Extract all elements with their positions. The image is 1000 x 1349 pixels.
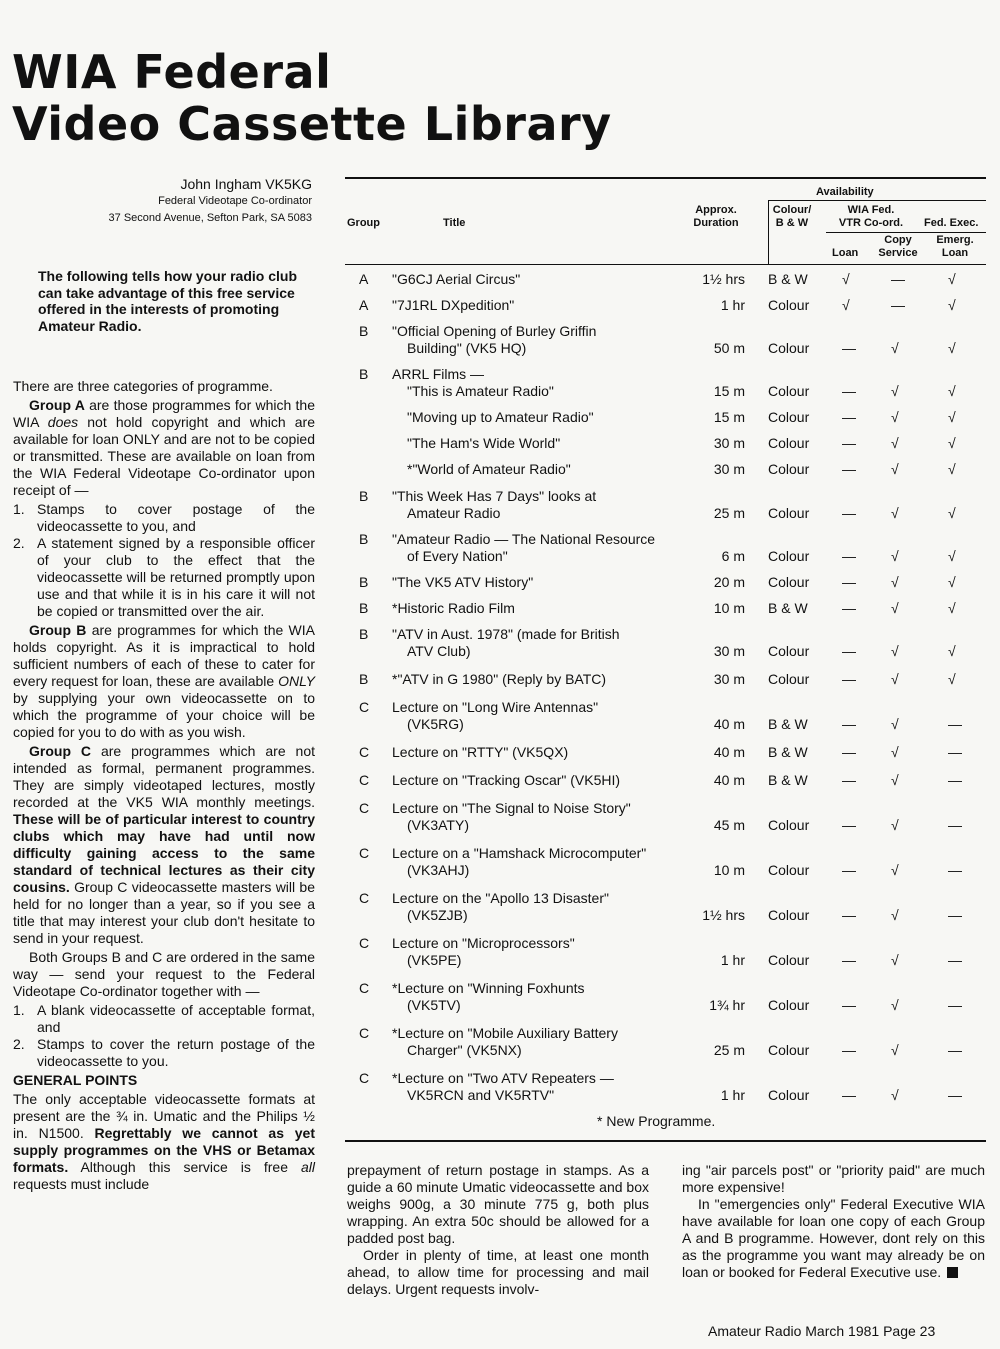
- header-format: Colour/ B & W: [772, 204, 812, 229]
- end-mark-icon: [947, 1267, 958, 1278]
- table-header-rule: [345, 264, 986, 265]
- table-row: "Moving up to Amateur Radio" 15 m Colour — √ √: [407, 409, 956, 425]
- group-a-paragraph: Group A are those programmes for which the WIA does not hold copyright and which are available for loan ONLY and are not to be copied or transmitted. These are available on loan from the WIA Federal Videotape Co-ordinator upon receipt of —: [13, 397, 315, 498]
- table-row: C Lecture on a "Hamshack Microcomputer" (VK3AHJ) 10 m Colour — √ —: [359, 845, 962, 878]
- table-row: B "Amateur Radio — The National Resource of Every Nation" 6 m Colour — √ √: [359, 531, 956, 564]
- header-copy-service: Copy Service: [878, 234, 918, 259]
- list-item: 1. A blank videocassette of acceptable format, and: [13, 1002, 315, 1035]
- table-row: A "G6CJ Aerial Circus" 1½ hrs B & W √ — √: [359, 271, 956, 287]
- header-group: Group: [347, 217, 380, 229]
- table-row: C *Lecture on "Winning Foxhunts (VK5TV) 1¾ hr Colour — √ —: [359, 980, 962, 1013]
- table-row: *"World of Amateur Radio" 30 m Colour — √ √: [407, 461, 956, 477]
- groups-bc-list: [13, 1002, 315, 1070]
- table-row: C *Lecture on "Two ATV Repeaters — VK5RCN and VK5RTV" 1 hr Colour — √ —: [359, 1070, 962, 1103]
- header-fed-exec: Fed. Exec.: [924, 217, 979, 229]
- author-role: Federal Videotape Co-ordinator: [158, 195, 312, 207]
- author-name: John Ingham VK5KG: [180, 176, 312, 192]
- availability-rule: [768, 200, 986, 201]
- table-bottom-rule: [345, 1140, 986, 1142]
- table-footnote: * New Programme.: [597, 1113, 716, 1129]
- table-row: B "The VK5 ATV History" 20 m Colour — √ √: [359, 574, 956, 590]
- list-item: 2. Stamps to cover the return postage of the videocassette to you.: [13, 1036, 315, 1069]
- header-duration: Approx. Duration: [693, 204, 739, 229]
- table-row: B ARRL Films — "This is Amateur Radio" 15 m Colour — √ √: [359, 366, 956, 399]
- groups-bc-paragraph: Both Groups B and C are ordered in the same way — send your request to the Federal Videotape Co-ordinator together with —: [13, 949, 315, 999]
- intro-paragraph: There are three categories of programme.: [13, 378, 273, 394]
- header-title: Title: [443, 217, 466, 229]
- list-item: 1. Stamps to cover postage of the videocassette to you, and: [13, 501, 315, 534]
- table-row: C Lecture on "Microprocessors" (VK5PE) 1 hr Colour — √ —: [359, 935, 962, 968]
- author-address: 37 Second Avenue, Sefton Park, SA 5083: [108, 212, 312, 224]
- table-row: B *"ATV in G 1980" (Reply by BATC) 30 m Colour — √ √: [359, 671, 956, 687]
- general-points-heading: GENERAL POINTS: [13, 1072, 138, 1088]
- column-2: [347, 1162, 649, 1298]
- col2-paragraph-2: Order in plenty of time, at least one month ahead, to allow time for processing and mail delays. Urgent requests involv-: [347, 1247, 649, 1297]
- table-row: C Lecture on the "Apollo 13 Disaster" (VK5ZJB) 1½ hrs Colour — √ —: [359, 890, 962, 923]
- left-column: [13, 378, 315, 1195]
- list-item: 2. A statement signed by a responsible officer of your club to the effect that the videocassette will be returned promptly upon use and that while it is in his care it will not be copied or transmitted over the air.: [13, 535, 315, 619]
- title-line-1: WIA Federal: [12, 45, 332, 99]
- col3-paragraph-2: In "emergencies only" Federal Executive WIA have available for loan one copy of each Group A and B programme. However, dont rely on this as the programme you want may already be on loan or booked for Federal Executive use.: [682, 1196, 985, 1280]
- sub-header-rule: [826, 232, 986, 233]
- header-availability: Availability: [816, 186, 874, 198]
- page-footer: Amateur Radio March 1981 Page 23: [708, 1323, 936, 1339]
- table-row: B "Official Opening of Burley Griffin Building" (VK5 HQ) 50 m Colour — √ √: [359, 323, 956, 356]
- header-vtr: WIA Fed. VTR Co-ord.: [838, 204, 904, 229]
- table-row: "The Ham's Wide World" 30 m Colour — √ √: [407, 435, 956, 451]
- column-3: [682, 1162, 985, 1281]
- header-loan: Loan: [832, 247, 859, 259]
- table-row: C Lecture on "Tracking Oscar" (VK5HI) 40 m B & W — √ —: [359, 772, 962, 788]
- article-title: [12, 46, 612, 150]
- header-emerg-loan: Emerg. Loan: [936, 234, 974, 259]
- table-row: C Lecture on "The Signal to Noise Story" (VK3ATY) 45 m Colour — √ —: [359, 800, 962, 833]
- table-row: C Lecture on "RTTY" (VK5QX) 40 m B & W — √ —: [359, 744, 962, 760]
- group-b-paragraph: Group B are programmes for which the WIA holds copyright. As it is impractical to hold sufficient numbers of each of these to cater for every request for loan, these are available ONLY by supplying your own videocassette on to which the programme of your choice will be copied for you to do with as you wish.: [13, 622, 316, 740]
- table-top-rule: [345, 177, 986, 179]
- group-a-list: [13, 501, 315, 620]
- title-line-2: Video Cassette Library: [12, 97, 612, 151]
- table-row: B "This Week Has 7 Days" looks at Amateur Radio 25 m Colour — √ √: [359, 488, 956, 521]
- table-row: C *Lecture on "Mobile Auxiliary Battery Charger" (VK5NX) 25 m Colour — √ —: [359, 1025, 962, 1058]
- group-c-paragraph: Group C are programmes which are not intended as formal, permanent programmes. They are simply videotaped lectures, mostly recorded at the VK5 WIA monthly meetings. These will be of particular interest to country clubs which may have had until now difficulty gaining access to the same standard of technical lectures as their city cousins. Group C videocassette masters will be held for no longer than a year, so if you see a title that may interest your club don't hesitate to send in your request.: [13, 743, 315, 946]
- byline: [109, 176, 312, 227]
- intro-blurb: The following tells how your radio club can take advantage of this free service offered in the interests of promoting Amateur Radio.: [38, 268, 298, 334]
- col3-paragraph-1: ing "air parcels post" or "priority paid" are much more expensive!: [682, 1162, 985, 1195]
- table-row: A "7J1RL DXpedition" 1 hr Colour √ — √: [359, 297, 956, 313]
- table-row: C Lecture on "Long Wire Antennas" (VK5RG) 40 m B & W — √ —: [359, 699, 962, 732]
- general-points-paragraph: The only acceptable videocassette formats at present are the ¾ in. Umatic and the Philips ½ in. N1500. Regrettably we cannot as yet supply programmes on the VHS or Betamax formats. Although this service is free all requests must include: [13, 1091, 316, 1192]
- col2-paragraph-1: prepayment of return postage in stamps. As a guide a 60 minute Umatic videocassette and box weighs 900g, a 30 minute 775 g, both plus wrapping. An extra 50c should be allowed for a padded post bag.: [347, 1162, 649, 1246]
- table-row: B *Historic Radio Film 10 m B & W — √ √: [359, 600, 956, 616]
- table-row: B "ATV in Aust. 1978" (made for British ATV Club) 30 m Colour — √ √: [359, 626, 956, 659]
